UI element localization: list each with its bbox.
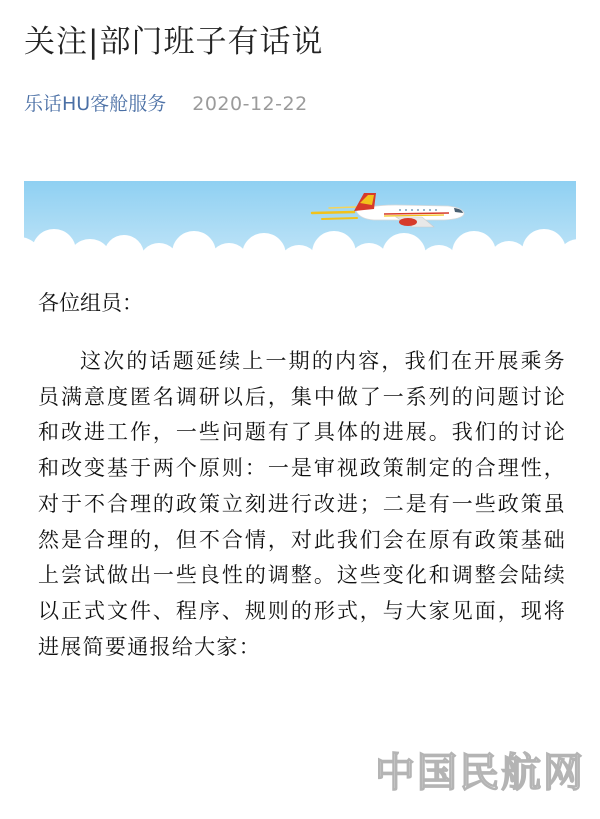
article-title: 关注|部门班子有话说 <box>24 24 324 60</box>
publish-date: 2020-12-22 <box>192 93 308 115</box>
airplane-banner <box>24 181 576 273</box>
watermark: 中国民航网 <box>375 750 585 796</box>
article-meta <box>24 90 308 118</box>
account-name-link[interactable]: 乐话HU客舱服务 <box>24 93 167 115</box>
airplane-illustration-icon <box>24 181 576 273</box>
article-paragraph: 这次的话题延续上一期的内容，我们在开展乘务员满意度匿名调研以后，集中做了一系列的问题讨论和改进工作，一些问题有了具体的进展。我们的讨论和改变基于两个原则：一是审视政策制定的合理性，对于不合理的政策立刻进行改进；二是有一些政策虽然是合理的，但不合情，对此我们会在原有政策基础上尝试做出一些良性的调整。这些变化和调整会陆续以正式文件、程序、规则的形式，与大家见面，现将进展简要通报给大家： <box>38 349 566 659</box>
greeting-text: 各位组员： <box>38 291 143 315</box>
